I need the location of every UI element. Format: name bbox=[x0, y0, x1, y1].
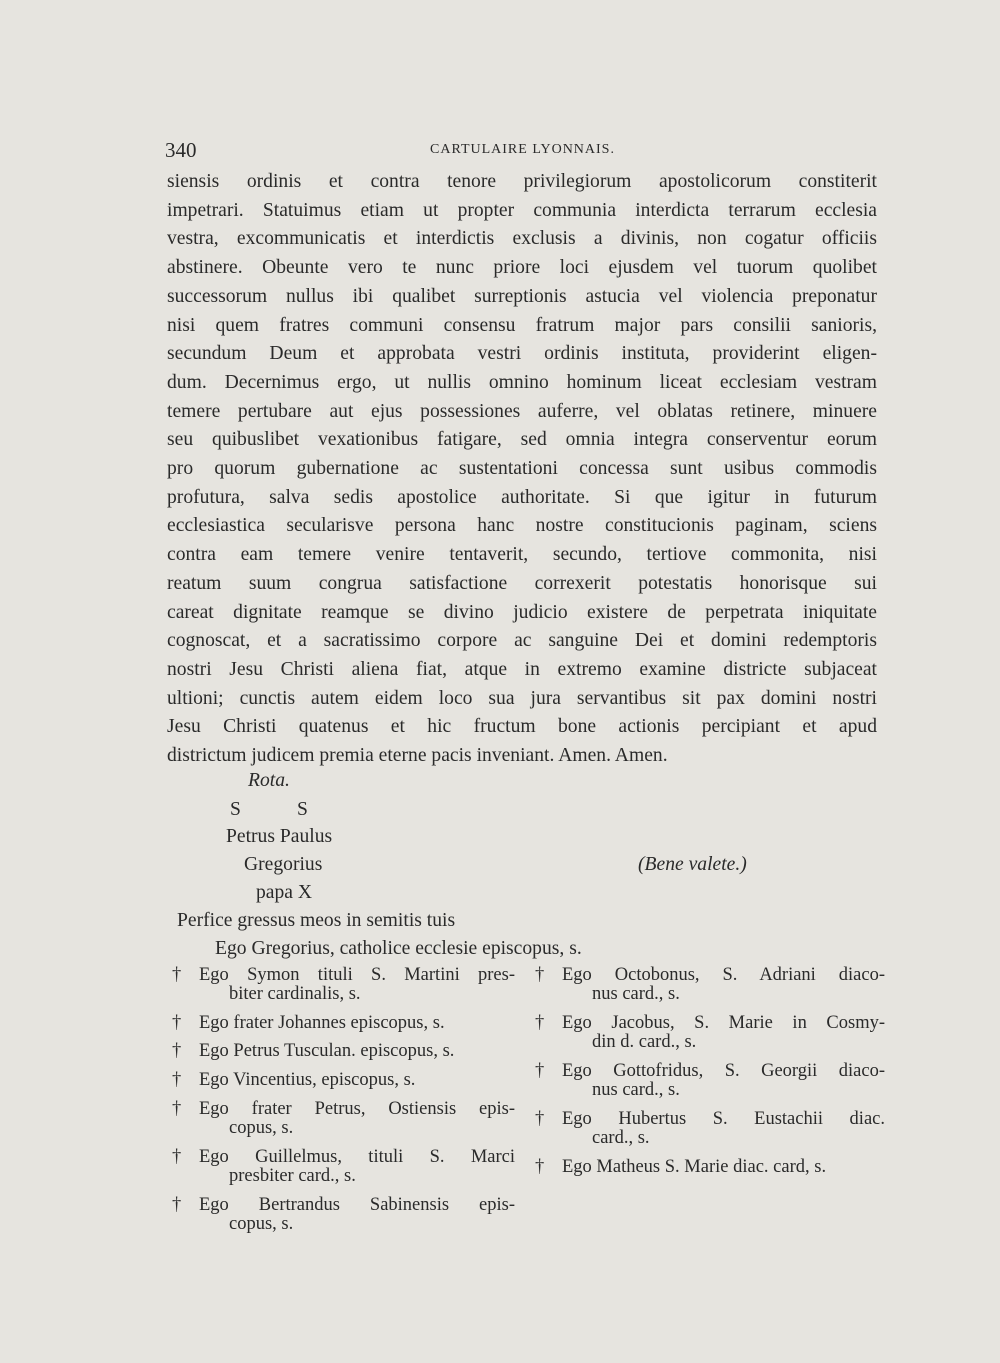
signature-line: Ego Vincentius, episcopus, s. bbox=[199, 1070, 416, 1090]
signature-line: Ego Matheus S. Marie diac. card, s. bbox=[562, 1157, 827, 1177]
signatures-right-column bbox=[535, 966, 885, 1177]
seal-petrus-paulus: Petrus Paulus bbox=[226, 826, 333, 847]
signature-continuation: nus card., s. bbox=[592, 1080, 680, 1100]
body-line: pro quorum gubernatione ac sustentationi concessa sunt usibus commodis bbox=[167, 458, 877, 480]
cross-icon: † bbox=[535, 1109, 545, 1129]
signature-line: Ego Octobonus, S. Adriani diaco- bbox=[562, 965, 885, 985]
cross-icon: † bbox=[172, 1147, 182, 1167]
body-line: successorum nullus ibi qualibet surreptionis astucia vel violencia preponatur bbox=[167, 285, 877, 307]
signature-entry bbox=[172, 1071, 515, 1090]
cross-icon: † bbox=[172, 1041, 182, 1061]
body-text bbox=[167, 168, 877, 771]
body-line: seu quibuslibet vexationibus fatigare, sed omnia integra conserventur eorum bbox=[167, 429, 877, 451]
body-line: temere pertubare aut ejus possessiones auferre, vel oblatas retinere, minuere bbox=[167, 400, 877, 422]
body-line: careat dignitate reamque se divino judicio existere de perpetrata iniquitate bbox=[167, 601, 877, 623]
body-line: cognoscat, et a sacratissimo corpore ac sanguine Dei et domini redemptoris bbox=[167, 630, 877, 652]
body-line: impetrari. Statuimus etiam ut propter communia interdicta terrarum ecclesia bbox=[167, 199, 877, 221]
body-line: siensis ordinis et contra tenore privilegiorum apostolicorum constiterit bbox=[167, 171, 877, 192]
seal-s-right: S bbox=[297, 799, 308, 820]
signature-continuation: card., s. bbox=[592, 1128, 650, 1148]
signature-continuation: biter cardinalis, s. bbox=[229, 984, 361, 1004]
body-line: contra eam temere venire tentaverit, secundo, tertiove commonita, nisi bbox=[167, 544, 877, 566]
seal-gregorius: Gregorius bbox=[244, 854, 323, 875]
signature-line: Ego Jacobus, S. Marie in Cosmy- bbox=[562, 1013, 885, 1033]
body-line: districtum judicem premia eterne pacis inveniant. Amen. Amen. bbox=[167, 745, 668, 767]
signature-entry bbox=[172, 966, 515, 1004]
running-title: CARTULAIRE LYONNAIS. bbox=[430, 142, 615, 157]
signature-line: Ego Hubertus S. Eustachii diac. bbox=[562, 1109, 885, 1129]
body-line: dum. Decernimus ergo, ut nullis omnino hominum liceat ecclesiam vestram bbox=[167, 371, 877, 393]
body-line: secundum Deum et approbata vestri ordinis instituta, providerint eligen- bbox=[167, 343, 877, 365]
signature-entry bbox=[172, 1148, 515, 1186]
signature-entry bbox=[535, 1014, 885, 1052]
signature-continuation: copus, s. bbox=[229, 1214, 294, 1234]
signature-line: Ego Petrus Tusculan. episcopus, s. bbox=[199, 1041, 455, 1061]
cross-icon: † bbox=[535, 965, 545, 985]
cross-icon: † bbox=[172, 1013, 182, 1033]
signature-continuation: din d. card., s. bbox=[592, 1032, 697, 1052]
cross-icon: † bbox=[172, 965, 182, 985]
signature-entry bbox=[172, 1196, 515, 1234]
cross-icon: † bbox=[535, 1061, 545, 1081]
body-line: reatum suum congrua satisfactione correxerit potestatis honorisque sui bbox=[167, 572, 877, 594]
cross-icon: † bbox=[535, 1013, 545, 1033]
signature-continuation: presbiter card., s. bbox=[229, 1166, 356, 1186]
signature-line: Ego Guillelmus, tituli S. Marci bbox=[199, 1147, 515, 1167]
cross-icon: † bbox=[172, 1070, 182, 1090]
signature-line: Ego frater Petrus, Ostiensis epis- bbox=[199, 1099, 515, 1119]
body-line: nostri Jesu Christi aliena fiat, atque in extremo examine districte subjaceat bbox=[167, 658, 877, 680]
signature-continuation: nus card., s. bbox=[592, 984, 680, 1004]
seal-s-left: S bbox=[230, 799, 241, 820]
signature-entry bbox=[172, 1014, 515, 1033]
cross-icon: † bbox=[172, 1099, 182, 1119]
cross-icon: † bbox=[172, 1195, 182, 1215]
page-header bbox=[165, 138, 880, 168]
seal-papa: papa X bbox=[256, 882, 313, 903]
signature-line: Ego Symon tituli S. Martini pres- bbox=[199, 965, 515, 985]
body-line: nisi quem fratres communi consensu fratrum major pars consilii sanioris, bbox=[167, 314, 877, 336]
body-line: profutura, salva sedis apostolice authoritate. Si que igitur in futurum bbox=[167, 486, 877, 508]
signature-entry bbox=[172, 1100, 515, 1138]
rota-label: Rota. bbox=[248, 770, 290, 791]
signature-entry bbox=[535, 1158, 885, 1177]
signature-line: Ego frater Johannes episcopus, s. bbox=[199, 1013, 445, 1033]
signature-entry bbox=[535, 1062, 885, 1100]
page-number: 340 bbox=[165, 138, 197, 162]
body-line: ecclesiastica secularisve persona hanc nostre constitucionis paginam, sciens bbox=[167, 515, 877, 537]
body-line: abstinere. Obeunte vero te nunc priore loci ejusdem vel tuorum quolibet bbox=[167, 257, 877, 279]
signature-entry bbox=[535, 966, 885, 1004]
signature-line: Ego Bertrandus Sabinensis epis- bbox=[199, 1195, 515, 1215]
pope-subscription: Ego Gregorius, catholice ecclesie episcopus, s. bbox=[215, 938, 582, 959]
body-line: vestra, excommunicatis et interdictis exclusis a divinis, non cogatur officiis bbox=[167, 228, 877, 250]
signature-entry bbox=[535, 1110, 885, 1148]
signature-line: Ego Gottofridus, S. Georgii diaco- bbox=[562, 1061, 885, 1081]
motto: Perfice gressus meos in semitis tuis bbox=[177, 910, 456, 931]
signature-continuation: copus, s. bbox=[229, 1118, 294, 1138]
body-line: Jesu Christi quatenus et hic fructum bone actionis percipiant et apud bbox=[167, 716, 877, 738]
bene-valete: (Bene valete.) bbox=[638, 854, 747, 875]
body-line: ultioni; cunctis autem eidem loco sua jura servantibus sit pax domini nostri bbox=[167, 687, 877, 709]
cross-icon: † bbox=[535, 1157, 545, 1177]
signatures-left-column bbox=[172, 966, 515, 1234]
signature-entry bbox=[172, 1042, 515, 1061]
